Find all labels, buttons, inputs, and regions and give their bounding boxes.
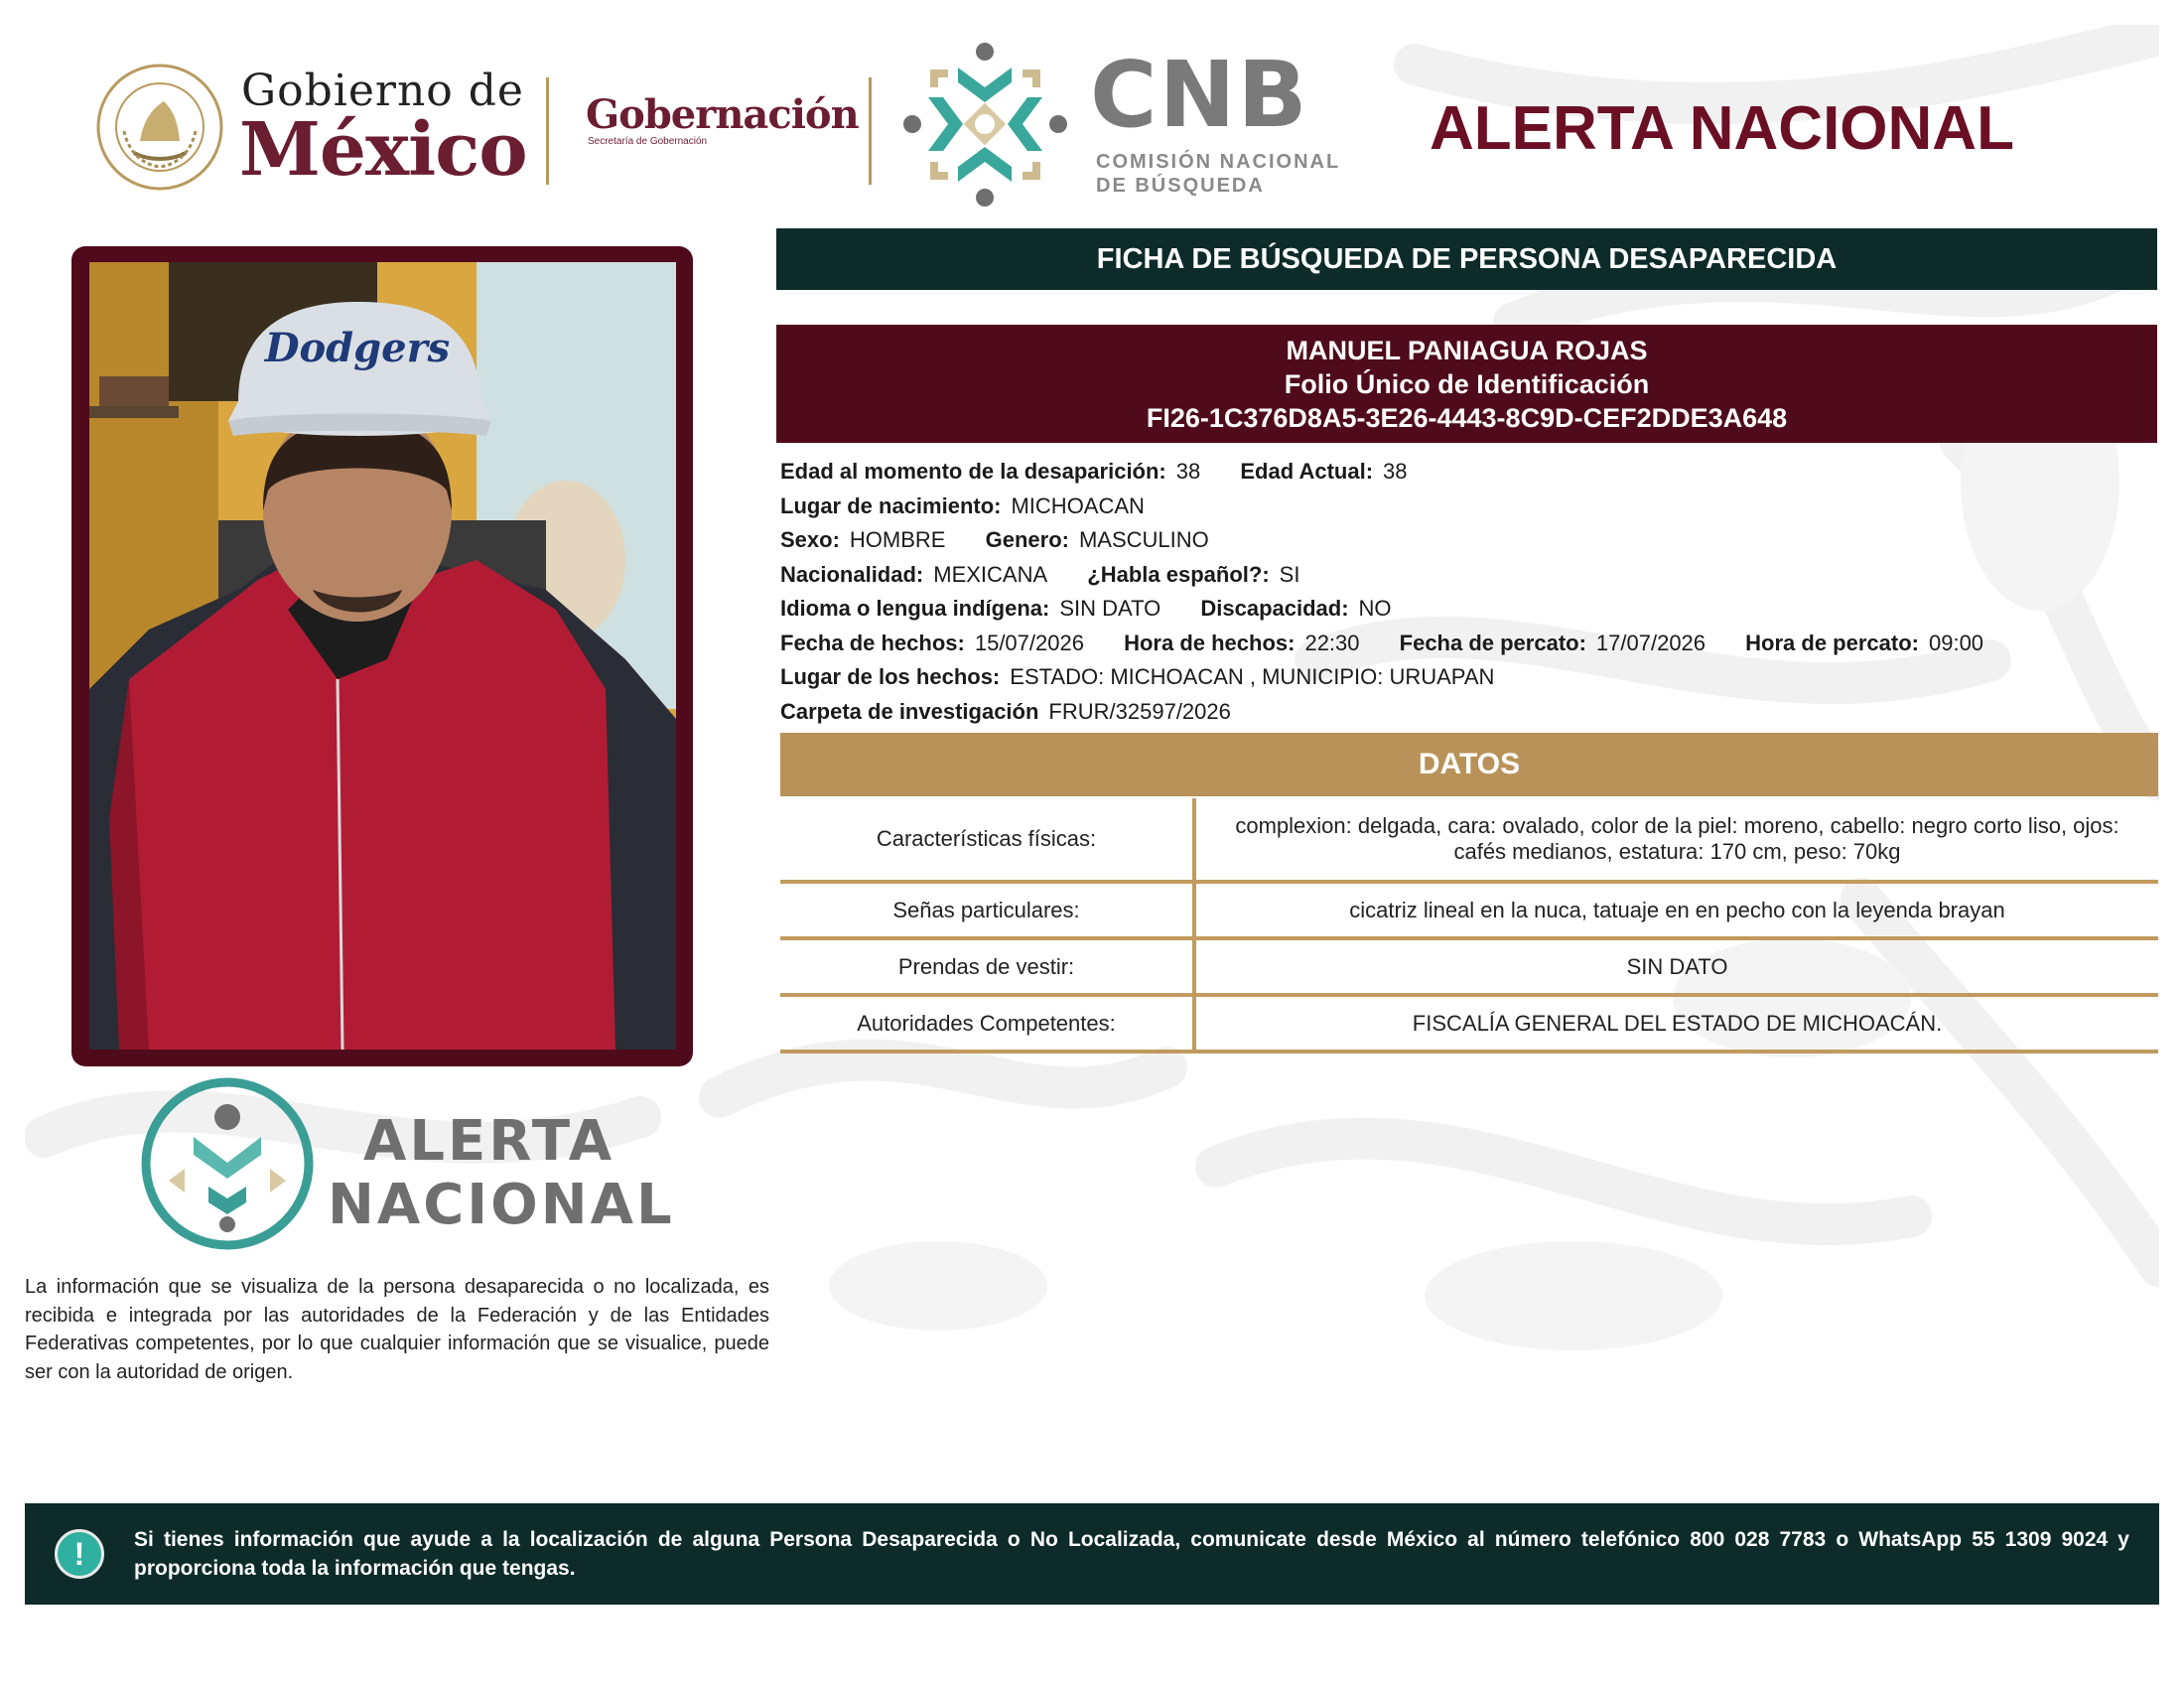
cnb-logo-text: CNB (1090, 42, 1309, 148)
cap-logo-text: Dodgers (264, 325, 451, 371)
field-label: Edad Actual: (1240, 459, 1374, 484)
gobierno-de-mexico-logo (94, 58, 531, 197)
alerta-logo-line2: NACIONAL (328, 1173, 675, 1237)
field-value: HOMBRE (849, 527, 946, 552)
folio-label: Folio Único de Identificación (1284, 369, 1650, 399)
missing-person-photo (89, 262, 676, 1050)
datos-value: FISCALÍA GENERAL DEL ESTADO DE MICHOACÁN. (1194, 995, 2158, 1052)
field-value: 17/07/2026 (1595, 630, 1706, 655)
alerta-nacional-logo-text (328, 1110, 675, 1237)
datos-header (780, 733, 2158, 796)
cnb-subtitle-line1: COMISIÓN NACIONAL (1096, 151, 1341, 173)
disclaimer-text: La información que se visualiza de la persona desaparecida o no localizada, es recibida e integrada por las autoridades de la Federación y de las Entidades Federativas competentes, por lo que cualquier información que se visualice, puede ser con la autoridad de origen. (25, 1276, 769, 1383)
field-value: MICHOACAN (1011, 492, 1145, 518)
datos-value: cicatriz lineal en la nuca, tatuaje en en pecho con la leyenda brayan (1194, 882, 2158, 938)
folio-number: FI26-1C376D8A5-3E26-4443-8C9D-CEF2DDE3A648 (1146, 403, 1788, 433)
ficha-title: FICHA DE BÚSQUEDA DE PERSONA DESAPARECIDA (1096, 242, 1838, 275)
cnb-emblem-icon (898, 38, 1072, 211)
field-value: 38 (1175, 459, 1201, 484)
field-label: Fecha de percato: (1399, 630, 1586, 655)
field-row (780, 558, 2160, 593)
alerta-nacional-emblem-icon (139, 1075, 316, 1252)
field-label: Edad al momento de la desaparición: (780, 459, 1166, 484)
field-label: ¿Habla español?: (1087, 561, 1270, 587)
national-seal-icon (94, 62, 225, 193)
table-row (780, 938, 2158, 995)
field-row (780, 695, 2160, 730)
field-label: Hora de percato: (1745, 630, 1919, 655)
footer-contact-text: Si tienes información que ayude a la localización de alguna Persona Desaparecida o No Localizada, comunicate desde México al número telefónico 800 028 7783 o WhatsApp 55 1309 9024 y proporciona toda la información que tengas. (134, 1528, 2129, 1580)
field-label: Discapacidad: (1200, 596, 1349, 621)
field-row (780, 455, 2160, 490)
gobernacion-logo: Gobernación (586, 91, 859, 138)
header-divider (546, 77, 549, 185)
datos-title: DATOS (1418, 748, 1521, 780)
alert-exclamation-icon: ! (55, 1529, 104, 1579)
field-value: SIN DATO (1059, 596, 1161, 621)
field-value: SI (1279, 561, 1300, 587)
field-row (780, 523, 2160, 558)
field-label: Genero: (985, 527, 1069, 552)
datos-key: Características físicas: (780, 798, 1194, 882)
field-label: Hora de hechos: (1124, 630, 1296, 655)
field-label: Sexo: (780, 527, 840, 552)
field-value: 15/07/2026 (974, 630, 1084, 655)
datos-value: SIN DATO (1194, 938, 2158, 995)
header-alerta-nacional: ALERTA NACIONAL (1430, 94, 2014, 163)
person-fields (780, 455, 2160, 729)
field-row (780, 660, 2160, 695)
alerta-logo-line1: ALERTA (363, 1109, 615, 1174)
mexico-text: México (239, 107, 527, 193)
field-value: 38 (1383, 459, 1408, 484)
field-value: MEXICANA (933, 561, 1048, 587)
field-row (780, 627, 2160, 661)
field-label: Nacionalidad: (780, 561, 924, 587)
table-row (780, 882, 2158, 938)
datos-value: complexion: delgada, cara: ovalado, color de la piel: moreno, cabello: negro corto liso, ojos: cafés medianos, estatura: 170 cm, peso: 70kg (1194, 798, 2158, 882)
header-divider (869, 77, 872, 185)
gobierno-de-text: Gobierno de (241, 66, 524, 116)
field-value: NO (1358, 596, 1392, 621)
field-label: Lugar de los hechos: (780, 664, 1001, 689)
datos-key: Autoridades Competentes: (780, 995, 1194, 1052)
field-value: MASCULINO (1078, 527, 1209, 552)
field-label: Lugar de nacimiento: (780, 492, 1002, 518)
gobernacion-subtitle: Secretaría de Gobernación (588, 136, 708, 147)
field-label: Fecha de hechos: (780, 630, 965, 655)
table-row (780, 798, 2158, 882)
field-value: FRUR/32597/2026 (1048, 698, 1231, 724)
field-label: Idioma o lengua indígena: (780, 596, 1050, 621)
datos-key: Prendas de vestir: (780, 938, 1194, 995)
field-label: Carpeta de investigación (780, 698, 1039, 724)
field-value: 22:30 (1304, 630, 1360, 655)
cnb-subtitle-line2: DE BÚSQUEDA (1096, 175, 1265, 197)
field-value: ESTADO: MICHOACAN , MUNICIPIO: URUAPAN (1010, 664, 1495, 689)
field-value: 09:00 (1928, 630, 1984, 655)
contact-footer (25, 1503, 2159, 1605)
datos-key: Señas particulares: (780, 882, 1194, 938)
field-row (780, 592, 2160, 627)
datos-table (780, 798, 2158, 1054)
ficha-title-bar (776, 228, 2157, 290)
field-row (780, 490, 2160, 524)
person-name: MANUEL PANIAGUA ROJAS (1286, 336, 1648, 365)
table-row (780, 995, 2158, 1052)
person-identity-bar (776, 325, 2157, 443)
